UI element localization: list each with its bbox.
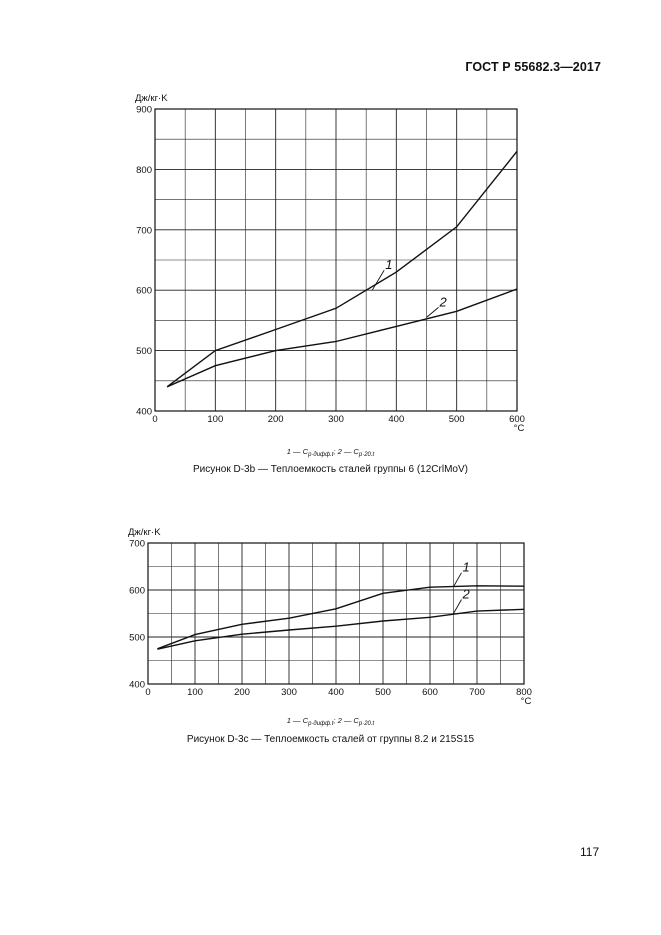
series-label-1: 1 [385,257,393,273]
y-tick-label: 400 [129,679,145,691]
y-tick-label: 400 [136,406,152,418]
y-axis-unit-label: Дж/кг·K [135,93,168,104]
series-line-2 [157,609,524,649]
series-label-2: 2 [462,586,470,602]
legend-line-2-subscript: p·20.t [358,452,375,458]
y-tick-label: 800 [136,164,152,176]
legend-line-2-subscript: p·20.t [358,721,375,727]
x-tick-label: 300 [328,414,344,425]
x-tick-label: 700 [469,687,485,698]
legend-line-2-text: ; 2 — C [333,716,359,725]
y-axis-unit-label: Дж/кг·K [128,527,161,538]
series-label-leader [454,573,462,587]
x-tick-label: 300 [281,687,297,698]
x-tick-label: 200 [234,687,250,698]
legend-line-1-text: 1 — C [286,447,309,456]
x-tick-label: 0 [152,414,158,425]
series-label-1: 1 [462,559,470,575]
legend-line-1-text: 1 — C [286,716,309,725]
x-tick-label: 800 [516,687,532,698]
y-tick-label: 500 [129,632,145,644]
figure-caption-d3b: Рисунок D-3b — Теплоемкость сталей группы 6 (12CrlMoV) [193,464,468,475]
x-tick-label: 100 [187,687,203,698]
x-tick-label: 0 [145,687,151,698]
series-label-2: 2 [439,294,447,310]
y-tick-label: 500 [136,346,152,358]
x-axis-unit-label: °C [520,696,532,707]
series-label-leader [454,600,462,614]
y-tick-label: 900 [136,104,152,116]
x-tick-label: 100 [207,414,224,425]
legend-line-1-subscript: p·дифф.t [308,721,334,727]
x-tick-label: 400 [388,414,405,425]
figure-caption-d3c: Рисунок D-3c — Теплоемкость сталей от группы 8.2 и 215S15 [186,734,475,745]
y-tick-label: 700 [129,538,145,550]
legend-line-2-text: ; 2 — C [333,447,359,456]
standard-number: ГОСТ Р 55682.3—2017 [465,60,601,74]
x-tick-label: 600 [422,687,438,698]
x-tick-label: 500 [448,414,465,425]
x-tick-label: 400 [328,687,344,698]
x-tick-label: 500 [375,687,391,698]
page-number: 117 [580,845,600,859]
y-tick-label: 600 [129,585,145,597]
y-tick-label: 600 [136,285,152,297]
x-tick-label: 200 [267,414,284,425]
x-tick-label: 600 [509,414,525,425]
x-axis-unit-label: °C [513,423,525,434]
y-tick-label: 700 [136,225,152,237]
legend-line-1-subscript: p·дифф.t [308,452,334,458]
